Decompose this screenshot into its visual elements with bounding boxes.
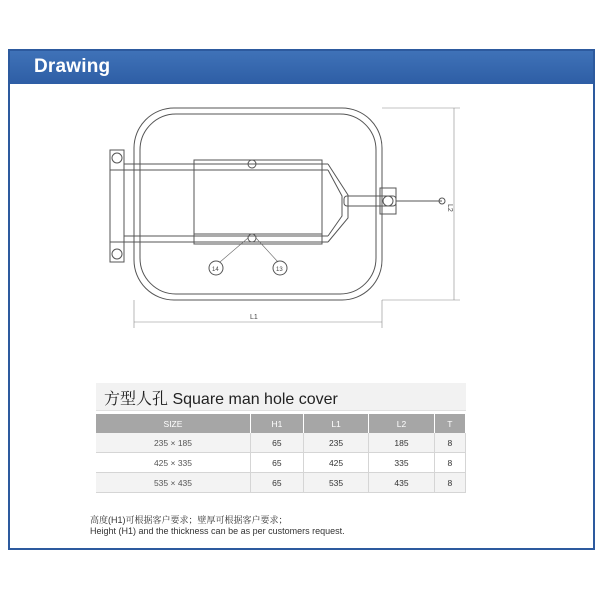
table-title: 方型人孔 Square man hole cover <box>104 391 338 408</box>
cell-h1: 65 <box>250 473 303 493</box>
cell-t: 8 <box>434 433 465 453</box>
cell-l1: 425 <box>303 453 368 473</box>
table-row <box>96 453 466 473</box>
callout-13-label: 13 <box>276 267 283 273</box>
panel-title: Drawing <box>34 56 111 77</box>
table-row <box>96 473 466 493</box>
cell-t: 8 <box>434 473 465 493</box>
col-t: T <box>434 414 465 433</box>
hinge-left <box>110 150 124 262</box>
cell-size: 235 × 185 <box>96 433 250 453</box>
cover-outline <box>134 108 382 300</box>
dimension-l2-label: L2 <box>446 204 453 212</box>
manhole-cover-drawing <box>90 100 470 340</box>
cell-size: 535 × 435 <box>96 473 250 493</box>
note-english: Height (H1) and the thickness can be as per customers request. <box>90 526 345 536</box>
cell-l1: 235 <box>303 433 368 453</box>
cell-l2: 335 <box>369 453 434 473</box>
col-h1: H1 <box>250 414 303 433</box>
spec-table <box>96 414 466 493</box>
callout-14-label: 14 <box>212 267 219 273</box>
cell-h1: 65 <box>250 453 303 473</box>
table-title-bar <box>96 383 466 411</box>
col-l1: L1 <box>303 414 368 433</box>
cell-h1: 65 <box>250 433 303 453</box>
cover-inner-outline <box>140 114 376 294</box>
cell-l2: 435 <box>369 473 434 493</box>
panel-header <box>10 51 593 84</box>
cell-l2: 185 <box>369 433 434 453</box>
note-chinese: 高度(H1)可根据客户要求；壁厚可根据客户要求； <box>90 515 288 525</box>
dimension-l1-label: L1 <box>250 314 258 321</box>
handle <box>344 196 396 206</box>
col-l2: L2 <box>369 414 434 433</box>
table-row <box>96 433 466 453</box>
cell-t: 8 <box>434 453 465 473</box>
center-plate <box>194 160 322 244</box>
cell-l1: 535 <box>303 473 368 493</box>
cell-size: 425 × 335 <box>96 453 250 473</box>
col-size: SIZE <box>96 414 250 433</box>
table-header-row <box>96 414 466 433</box>
